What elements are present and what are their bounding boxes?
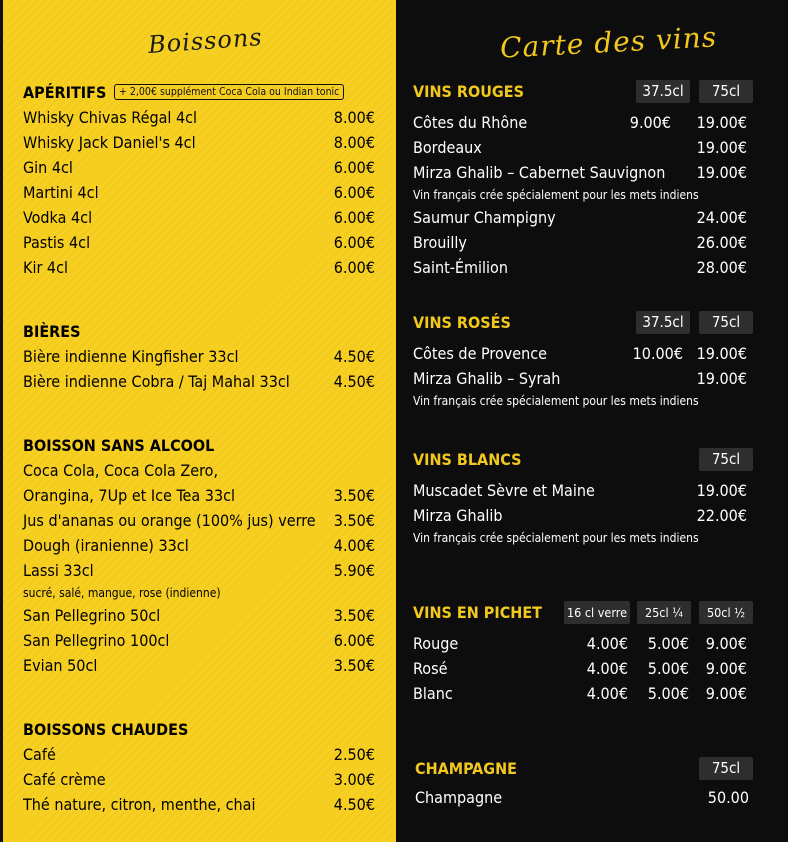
price-75cl: 50.00 xyxy=(707,788,749,807)
menu-item xyxy=(23,792,378,817)
item-price: 3.50€ xyxy=(333,606,375,625)
price-37cl: 10.00€ xyxy=(632,344,683,363)
item-name: Orangina, 7Up et Ice Tea 33cl xyxy=(23,486,236,505)
section-heading: CHAMPAGNE xyxy=(415,759,517,778)
size-badge-75cl: 75cl xyxy=(699,311,753,334)
price-16cl: 4.00€ xyxy=(586,659,628,678)
item-name: Vodka 4cl xyxy=(23,208,93,227)
item-name: Dough (iranienne) 33cl xyxy=(23,536,189,555)
wine-item xyxy=(413,110,755,135)
section-vins-blancs xyxy=(413,447,755,548)
item-price: 3.00€ xyxy=(333,770,375,789)
price-75cl: 24.00€ xyxy=(696,208,747,227)
item-price: 3.50€ xyxy=(333,486,375,505)
price-50cl: 9.00€ xyxy=(705,634,747,653)
menu-item xyxy=(23,483,378,508)
item-name: Bière indienne Cobra / Taj Mahal 33cl xyxy=(23,372,290,391)
wine-item xyxy=(413,255,755,280)
price-25cl: 5.00€ xyxy=(647,659,689,678)
wine-item xyxy=(413,230,755,255)
size-badge-37cl: 37.5cl xyxy=(636,80,690,103)
wine-name: Mirza Ghalib – Syrah xyxy=(413,369,561,388)
section-bieres xyxy=(23,319,378,394)
wine-item xyxy=(413,135,755,160)
section-vins-rouges xyxy=(413,79,755,280)
item-name: Coca Cola, Coca Cola Zero, xyxy=(23,461,219,480)
price-75cl: 22.00€ xyxy=(696,506,747,525)
price-25cl: 5.00€ xyxy=(647,634,689,653)
wine-item xyxy=(413,681,755,706)
section-boissons-chaudes xyxy=(23,717,378,817)
section-heading: VINS ROUGES xyxy=(413,82,524,101)
wine-name: Saumur Champigny xyxy=(413,208,556,227)
wine-item xyxy=(413,478,755,503)
item-name: Lassi 33cl xyxy=(23,561,94,580)
item-price: 8.00€ xyxy=(333,108,375,127)
item-name: Gin 4cl xyxy=(23,158,73,177)
item-name: Café crème xyxy=(23,770,106,789)
section-vins-roses xyxy=(413,310,755,411)
item-name: San Pellegrino 100cl xyxy=(23,631,170,650)
section-heading: VINS BLANCS xyxy=(413,450,522,469)
size-badge-75cl: 75cl xyxy=(699,80,753,103)
menu-item xyxy=(23,369,378,394)
menu-item xyxy=(23,205,378,230)
wine-item xyxy=(413,341,755,366)
size-badge-16cl: 16 cl verre xyxy=(564,601,630,624)
size-badge-37cl: 37.5cl xyxy=(636,311,690,334)
item-price: 2.50€ xyxy=(333,745,375,764)
wine-note: Vin français crée spécialement pour les mets indiens xyxy=(413,531,699,545)
item-name: Jus d'ananas ou orange (100% jus) verre xyxy=(23,511,316,530)
wine-name: Saint-Émilion xyxy=(413,258,508,277)
wine-name: Mirza Ghalib – Cabernet Sauvignon xyxy=(413,163,666,182)
item-name: Café xyxy=(23,745,56,764)
item-price: 3.50€ xyxy=(333,656,375,675)
wine-note: Vin français crée spécialement pour les mets indiens xyxy=(413,188,699,202)
menu-item xyxy=(23,742,378,767)
menu-item xyxy=(23,255,378,280)
section-champagne xyxy=(415,756,755,810)
item-price: 6.00€ xyxy=(333,233,375,252)
wine-item xyxy=(413,656,755,681)
drinks-title: Boissons xyxy=(147,23,264,59)
section-heading: BIÈRES xyxy=(23,322,81,341)
section-aperitifs xyxy=(23,80,378,280)
wine-item xyxy=(413,503,755,528)
menu-item xyxy=(23,458,378,483)
wine-name: Champagne xyxy=(415,788,503,807)
size-badge-75cl: 75cl xyxy=(699,757,753,780)
price-16cl: 4.00€ xyxy=(586,684,628,703)
item-price: 4.50€ xyxy=(333,795,375,814)
item-price: 4.50€ xyxy=(333,372,375,391)
item-price: 6.00€ xyxy=(333,183,375,202)
wine-item xyxy=(413,631,755,656)
price-25cl: 5.00€ xyxy=(647,684,689,703)
supplement-note: + 2,00€ supplément Coca Cola ou Indian tonic xyxy=(114,84,344,100)
size-badge-25cl: 25cl ¼ xyxy=(637,601,691,624)
item-price: 3.50€ xyxy=(333,511,375,530)
price-75cl: 26.00€ xyxy=(696,233,747,252)
item-price: 6.00€ xyxy=(333,258,375,277)
item-name: Evian 50cl xyxy=(23,656,98,675)
price-75cl: 28.00€ xyxy=(696,258,747,277)
menu-item xyxy=(23,344,378,369)
item-price: 6.00€ xyxy=(333,158,375,177)
wine-item xyxy=(415,785,755,810)
wine-name: Rosé xyxy=(413,659,448,678)
menu-item xyxy=(23,653,378,678)
section-heading: BOISSONS CHAUDES xyxy=(23,720,189,739)
section-heading: BOISSON SANS ALCOOL xyxy=(23,436,215,455)
section-heading: APÉRITIFS xyxy=(23,83,107,102)
price-75cl: 19.00€ xyxy=(696,369,747,388)
wine-name: Rouge xyxy=(413,634,459,653)
price-50cl: 9.00€ xyxy=(705,659,747,678)
item-price: 4.00€ xyxy=(333,536,375,555)
menu-item xyxy=(23,155,378,180)
item-name: Whisky Chivas Régal 4cl xyxy=(23,108,198,127)
size-badge-75cl: 75cl xyxy=(699,448,753,471)
wine-item xyxy=(413,366,755,391)
item-price: 6.00€ xyxy=(333,208,375,227)
wine-name: Côtes de Provence xyxy=(413,344,548,363)
menu-item xyxy=(23,767,378,792)
wine-title: Carte des vins xyxy=(499,20,718,65)
item-name: Thé nature, citron, menthe, chai xyxy=(23,795,256,814)
section-vins-en-pichet xyxy=(413,600,755,706)
menu-item xyxy=(23,130,378,155)
item-name: Martini 4cl xyxy=(23,183,99,202)
menu-item xyxy=(23,628,378,653)
wine-name: Bordeaux xyxy=(413,138,482,157)
wine-name: Côtes du Rhône xyxy=(413,113,528,132)
menu-item xyxy=(23,105,378,130)
wine-name: Brouilly xyxy=(413,233,467,252)
item-name: Pastis 4cl xyxy=(23,233,91,252)
price-75cl: 19.00€ xyxy=(696,113,747,132)
wine-item xyxy=(413,205,755,230)
item-price: 6.00€ xyxy=(333,631,375,650)
item-price: 4.50€ xyxy=(333,347,375,366)
menu-item xyxy=(23,558,378,583)
size-badge-50cl: 50cl ½ xyxy=(699,601,753,624)
price-75cl: 19.00€ xyxy=(696,344,747,363)
section-heading: VINS ROSÉS xyxy=(413,313,511,332)
wine-name: Muscadet Sèvre et Maine xyxy=(413,481,595,500)
menu-item xyxy=(23,603,378,628)
wine-name: Mirza Ghalib xyxy=(413,506,503,525)
lassi-note: sucré, salé, mangue, rose (indienne) xyxy=(23,586,221,600)
price-75cl: 19.00€ xyxy=(696,481,747,500)
item-name: Kir 4cl xyxy=(23,258,68,277)
menu-item xyxy=(23,508,378,533)
menu-item xyxy=(23,533,378,558)
price-37cl: 9.00€ xyxy=(629,113,671,132)
section-sans-alcool xyxy=(23,433,378,678)
menu-item xyxy=(23,230,378,255)
item-name: San Pellegrino 50cl xyxy=(23,606,161,625)
item-price: 5.90€ xyxy=(333,561,375,580)
price-75cl: 19.00€ xyxy=(696,163,747,182)
item-price: 8.00€ xyxy=(333,133,375,152)
section-heading: VINS EN PICHET xyxy=(413,603,542,622)
wine-name: Blanc xyxy=(413,684,453,703)
price-16cl: 4.00€ xyxy=(586,634,628,653)
wine-item xyxy=(413,160,755,185)
price-75cl: 19.00€ xyxy=(696,138,747,157)
menu-item xyxy=(23,180,378,205)
price-50cl: 9.00€ xyxy=(705,684,747,703)
item-name: Bière indienne Kingfisher 33cl xyxy=(23,347,239,366)
item-name: Whisky Jack Daniel's 4cl xyxy=(23,133,196,152)
wine-note: Vin français crée spécialement pour les mets indiens xyxy=(413,394,699,408)
